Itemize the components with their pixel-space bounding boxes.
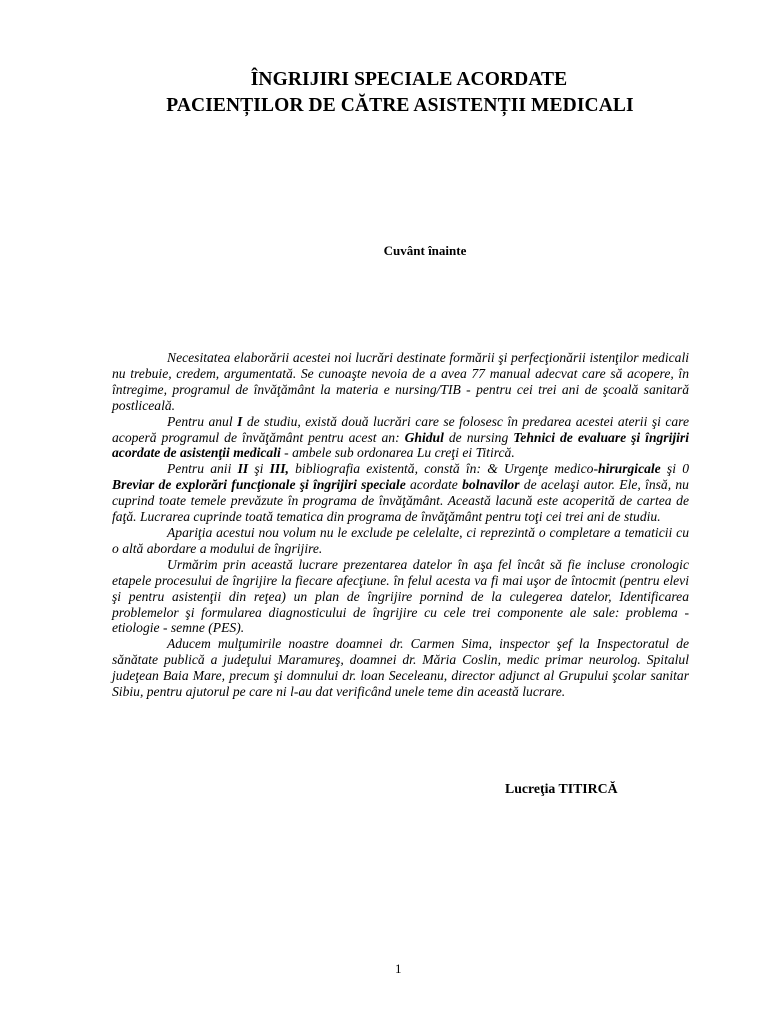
text-span: de studiu, există două lucrări care se folosesc în predarea acestei aterii şi care acoperă programul de învăţământ pentru acest an: [112, 413, 689, 445]
body-text [112, 350, 689, 700]
title-line-1: ÎNGRIJIRI SPECIALE ACORDATE [250, 69, 568, 90]
text-span: bibliografia existentă, constă în: & Urgenţe medico- [288, 461, 599, 477]
paragraph-2 [112, 414, 689, 462]
bold-text: bolnavilor [462, 477, 520, 493]
paragraph-3 [112, 461, 689, 525]
text-span: acordate [405, 477, 463, 493]
text-span: de acelaşi autor. Ele, însă, nu cuprind toate temele prevăzute în programa de învăţământ. Această lacună este acoperită de cartea de faţă. Lucrarea cuprinde toată tematica din programa de învăţământ pentru toţi cei trei ani de studiu. [112, 477, 689, 525]
document-title [0, 67, 768, 119]
bold-text: Ghidul [404, 429, 444, 445]
bold-text: III, [269, 461, 289, 477]
text-span: şi [248, 461, 270, 477]
paragraph-6: Aducem mulţumirile noastre doamnei dr. Carmen Sima, inspector şef la Inspectoratul de sănătate publică a judeţului Maramureş, doamnei dr. Măria Coslin, medic primar neurolog. Spitalul judeţean Baia Mare, precum şi domnului dr. loan Seceleanu, director adjunct al Grupului şcolar sanitar Sibiu, pentru ajutorul pe care ni l-au dat verificând unele teme din această lucrare. [112, 636, 689, 700]
section-heading: Cuvânt înainte [383, 243, 467, 258]
title-line-2: PACIENȚILOR DE CĂTRE ASISTENȚII MEDICALI [166, 95, 634, 116]
author-signature: Lucreţia TITIRCĂ [505, 781, 618, 796]
paragraph-5: Urmărim prin această lucrare prezentarea datelor în aşa fel încât să fie incluse cronologic etapele procesului de îngrijire la fiecare afecţiune. în felul acesta va fi mai uşor de întocmit (pentru elevi şi pentru asistenţii din reţea) un plan de îngrijire pornind de la culegerea datelor, Identificarea problemelor şi formularea diagnosticului de îngrijire cu cele trei componente ale sale: problema - etiologie - semne (PES). [112, 556, 689, 636]
text-span: Pentru anul [167, 413, 238, 429]
text-span: - ambele sub ordonarea Lu creţi ei Titircă. [280, 445, 515, 461]
page-number: 1 [395, 961, 402, 976]
bold-text: I [237, 413, 243, 429]
bold-text: Tehnici de evaluare şi îngrijiri acordate de asistenţii medicali [112, 429, 689, 461]
text-span: Pentru anii [167, 461, 238, 477]
text-span: de nursing [443, 429, 514, 445]
paragraph-4: Apariţia acestui nou volum nu le exclude pe celelalte, ci reprezintă o completare a tematicii cu o altă abordare a modului de îngrijire. [112, 524, 689, 556]
bold-text: II [237, 461, 249, 477]
text-span: şi 0 [660, 461, 689, 477]
bold-text: Breviar de explorări funcţionale şi îngrijiri speciale [112, 477, 406, 493]
paragraph-1: Necesitatea elaborării acestei noi lucrări destinate formării şi perfecţionării istenţilor medicali nu trebuie, credem, argumentată. Se cunoaşte nevoia de a avea 77 manual adecvat care să acopere, în întregime, programul de învăţământ la materia e nursing/TIB - pentru cei trei ani de şcoală sanitară postliceală. [112, 350, 689, 413]
bold-text: hirurgicale [598, 461, 661, 477]
